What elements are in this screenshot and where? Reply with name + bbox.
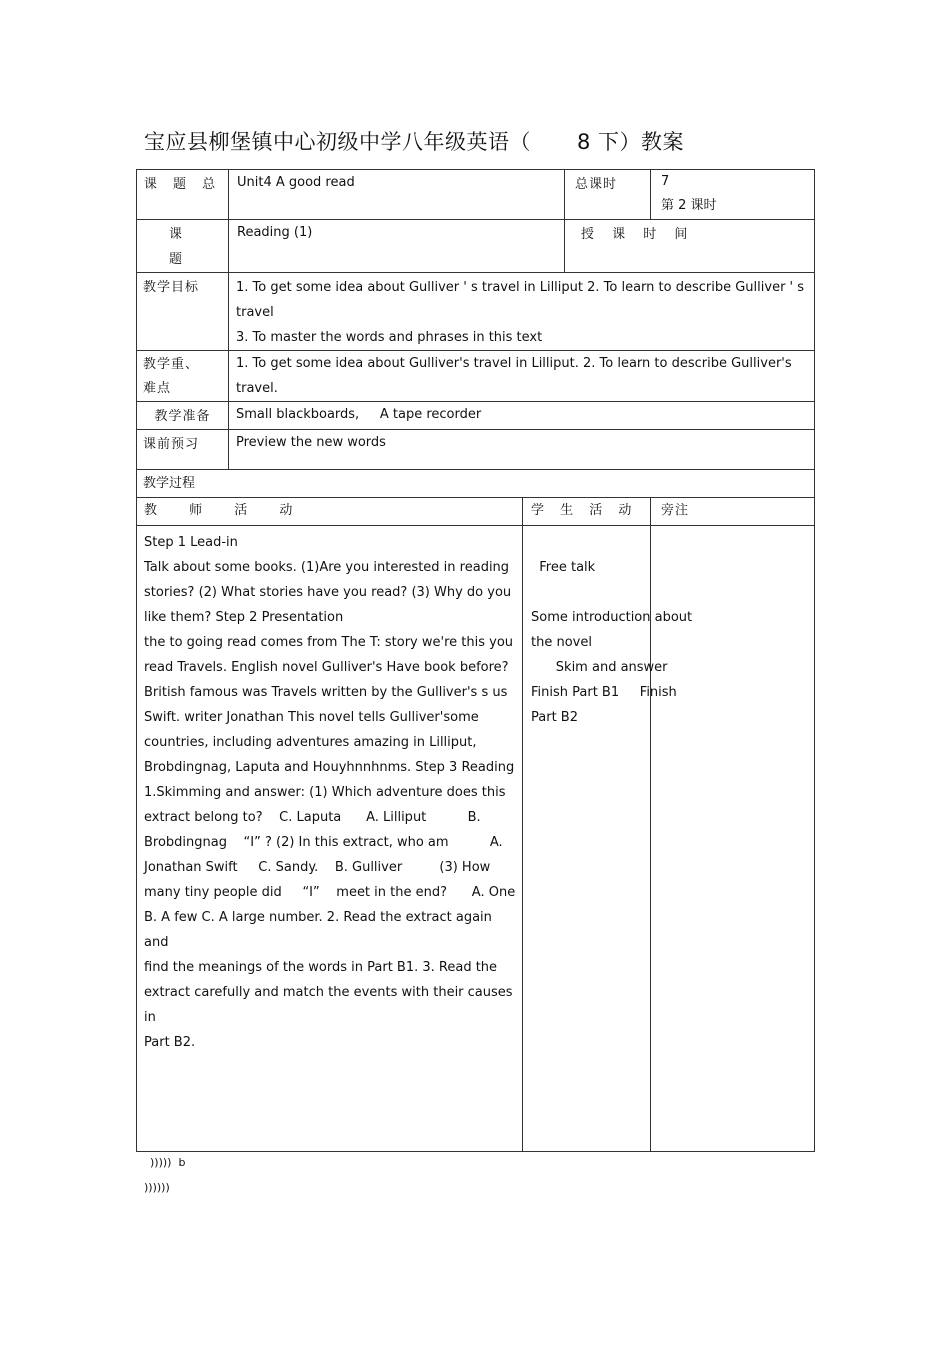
row-activity-body [137,526,815,1152]
row-preparation [137,402,815,430]
key-points-content [229,351,815,402]
key-points-label-1: 教学重、 [143,357,200,372]
teacher-line: 1.Skimming and answer: (1) Which adventure does this [144,785,506,800]
key-points-label [137,351,229,402]
objectives-content [229,273,815,351]
teacher-line: Jonathan Swift C. Sandy. B. Gulliver (3) How [144,860,491,875]
key-points-line1: 1. To get some idea about Gulliver's travel in Lilliput. 2. To learn to describe Gulliver's [236,356,792,371]
row-topic [137,220,815,273]
lesson-number: 第 2 课时 [661,198,717,213]
objectives-line1: 1. To get some idea about Gulliver ' s travel in Lilliput 2. To learn to describe Gulliver ' s [236,280,805,295]
teacher-line: Talk about some books. (1)Are you interested in reading [144,560,510,575]
preview-label: 课前预习 [137,430,229,470]
student-line: Finish Part B1 Finish [531,685,677,700]
title-part2: 8 下）教案 [577,130,685,154]
footer-line-2: )))))) [144,1181,170,1194]
student-activity-header: 学 生 活 动 [523,498,651,526]
teacher-line: stories? (2) What stories have you read? (3) Why do you [144,585,512,600]
topic-total-label: 课 题 总 [137,170,229,220]
topic-value: Reading (1) [229,220,565,273]
student-line: the novel [531,635,592,650]
teacher-line: Brobdingnag, Laputa and Houyhnnhnms. Step 3 Reading [144,760,515,775]
page-title [144,126,684,156]
teacher-line: countries, including adventures amazing in Lilliput, [144,735,477,750]
teacher-line: the to going read comes from The T: story we're this you [144,635,514,650]
student-line [531,530,642,555]
teacher-line: B. A few C. A large number. 2. Read the extract again and [144,910,492,950]
teacher-activity-header: 教 师 活 动 [137,498,523,526]
teacher-line: many tiny people did “I” meet in the end? A. One [144,885,516,900]
teacher-line: Step 1 Lead-in [144,535,238,550]
process-title: 教学过程 [137,470,815,498]
total-hours-cell [651,170,815,220]
teacher-activity-content [137,526,523,1152]
key-points-line2: travel. [236,381,278,396]
student-line: Skim and answer [531,660,668,675]
row-topic-total [137,170,815,220]
objectives-label: 教学目标 [137,273,229,351]
preparation-label: 教学准备 [137,402,229,430]
preview-value: Preview the new words [229,430,815,470]
teacher-line: Brobdingnag “I” ? (2) In this extract, who am A. [144,835,503,850]
total-hours-value: 7 [661,174,670,189]
objectives-line2: travel [236,305,274,320]
student-line: Free talk [531,560,596,575]
teacher-line: Swift. writer Jonathan This novel tells Gulliver'some [144,710,479,725]
total-hours-label: 总课时 [565,170,651,220]
note-header: 旁注 [651,498,815,526]
teacher-line: extract carefully and match the events with their causes in [144,985,513,1025]
teacher-line: find the meanings of the words in Part B1. 3. Read the [144,960,498,975]
topic-label: 课 题 [137,220,229,273]
student-line: Part B2 [531,710,578,725]
row-preview [137,430,815,470]
teach-time-label: 授 课 时 间 [565,220,815,273]
row-objectives [137,273,815,351]
key-points-label-2: 难点 [143,381,172,396]
preparation-value: Small blackboards, A tape recorder [229,402,815,430]
student-line [531,580,642,605]
footer-line-1: ))))) b [150,1156,186,1169]
student-line: Some introduction about [531,610,693,625]
teacher-line: British famous was Travels written by the Gulliver's s us [144,685,508,700]
title-part1: 宝应县柳堡镇中心初级中学八年级英语（ [144,130,531,154]
topic-total-value: Unit4 A good read [229,170,565,220]
teacher-line: read Travels. English novel Gulliver's Have book before? [144,660,509,675]
teacher-line: extract belong to? C. Laputa A. Lilliput B. [144,810,481,825]
teacher-line: like them? Step 2 Presentation [144,610,344,625]
lesson-plan-table [136,169,815,1152]
objectives-line3: 3. To master the words and phrases in this text [236,330,543,345]
row-process-title [137,470,815,498]
student-activity-content [523,526,693,1152]
row-key-points [137,351,815,402]
teacher-line: Part B2. [144,1035,196,1050]
row-activity-headers [137,498,815,526]
